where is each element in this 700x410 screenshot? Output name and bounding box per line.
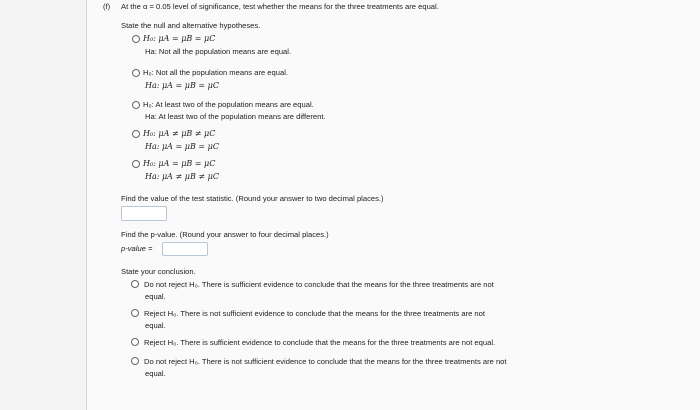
hypothesis-3-h0: H₀: At least two of the population means are equal. [143, 100, 314, 109]
conclusion-2-line1: Reject H₀. There is not sufficient evidence to conclude that the means for the three treatments are not [144, 309, 485, 318]
hypothesis-radio-1[interactable] [132, 35, 140, 43]
conclusion-4-line2: equal. [145, 369, 166, 378]
conclusion-instruction: State your conclusion. [121, 267, 196, 276]
hypothesis-radio-3[interactable] [132, 101, 140, 109]
part-label: (f) [103, 2, 111, 11]
conclusion-1-line2: equal. [145, 292, 166, 301]
hypothesis-4-ha: Ha: μA = μB = μC [145, 142, 219, 151]
test-statistic-input[interactable] [121, 206, 167, 221]
hypothesis-radio-5[interactable] [132, 160, 140, 168]
conclusion-radio-3[interactable] [131, 338, 139, 346]
question-prompt: At the α = 0.05 level of significance, test whether the means for the three treatments are equal. [121, 2, 439, 11]
hypothesis-4-h0: H₀: μA ≠ μB ≠ μC [143, 129, 216, 138]
conclusion-radio-2[interactable] [131, 309, 139, 317]
conclusion-4-line1: Do not reject H₀. There is not sufficient evidence to conclude that the means for the three treatments are not [144, 357, 507, 366]
hypotheses-instruction: State the null and alternative hypotheses. [121, 21, 261, 30]
hypothesis-2-ha: Ha: μA = μB = μC [145, 81, 219, 90]
hypothesis-radio-2[interactable] [132, 69, 140, 77]
conclusion-3-line1: Reject H₀. There is sufficient evidence to conclude that the means for the three treatments are not equal. [144, 338, 496, 347]
hypothesis-3-ha: Ha: At least two of the population means are different. [145, 112, 326, 121]
p-value-instruction: Find the p-value. (Round your answer to four decimal places.) [121, 230, 329, 239]
conclusion-radio-1[interactable] [131, 280, 139, 288]
hypothesis-5-ha: Ha: μA ≠ μB ≠ μC [145, 172, 219, 181]
hypothesis-1-h0: H₀: μA = μB = μC [143, 34, 216, 43]
conclusion-2-line2: equal. [145, 321, 166, 330]
p-value-input[interactable] [162, 242, 208, 256]
test-statistic-instruction: Find the value of the test statistic. (Round your answer to two decimal places.) [121, 194, 384, 203]
hypothesis-1-ha: Ha: Not all the population means are equal. [145, 47, 292, 56]
conclusion-radio-4[interactable] [131, 357, 139, 365]
hypothesis-2-h0: H₀: Not all the population means are equal. [143, 68, 288, 77]
p-value-label: p-value = [121, 244, 153, 253]
question-panel [86, 0, 700, 410]
conclusion-1-line1: Do not reject H₀. There is sufficient evidence to conclude that the means for the three treatments are not [144, 280, 494, 289]
hypothesis-radio-4[interactable] [132, 130, 140, 138]
hypothesis-5-h0: H₀: μA = μB = μC [143, 159, 216, 168]
